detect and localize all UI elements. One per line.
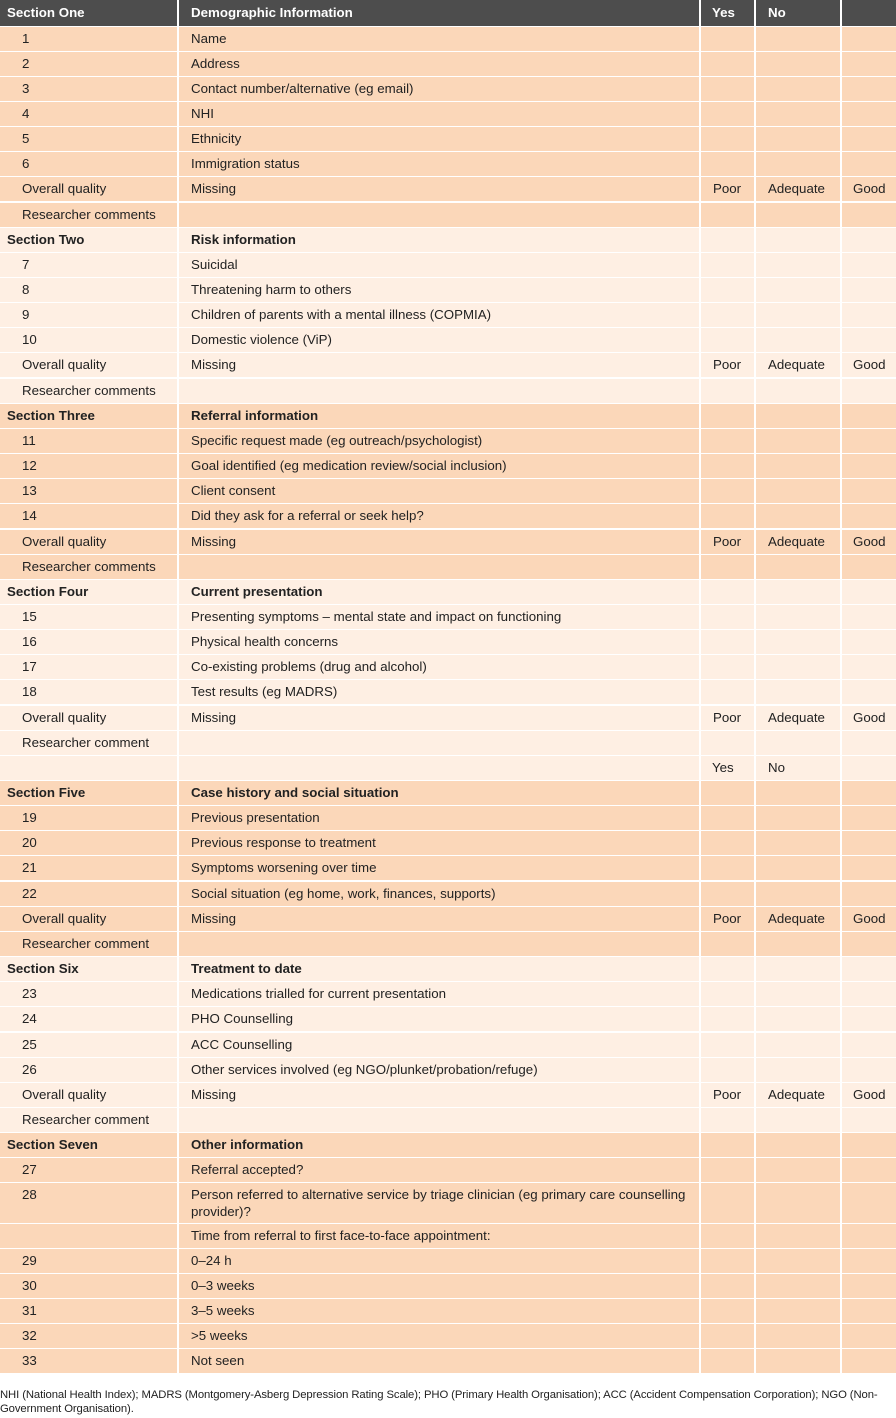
- item-row: [0, 127, 896, 151]
- overall-quality-label: Overall quality: [22, 533, 107, 549]
- item-number: 7: [22, 256, 30, 272]
- item-label: Threatening harm to others: [191, 282, 352, 297]
- item-number: 26: [22, 1061, 37, 1077]
- poor-option: Poor: [713, 709, 742, 725]
- item-number: 24: [22, 1011, 37, 1027]
- item-label: Did they ask for a referral or seek help?: [191, 508, 424, 524]
- adequate-option: Adequate: [768, 1086, 825, 1102]
- section-heading: Current presentation: [191, 583, 323, 599]
- header-demographic-label: Demographic Information: [191, 5, 353, 20]
- item-number: 18: [22, 684, 37, 700]
- item-label: >5 weeks: [191, 1328, 248, 1344]
- poor-option: Poor: [713, 910, 742, 926]
- item-row: [0, 856, 896, 880]
- section-name: Section Three: [7, 407, 95, 423]
- item-label: Client consent: [191, 483, 276, 499]
- section-name: Section Four: [7, 583, 89, 599]
- item-row: [0, 27, 896, 51]
- item-row: [0, 152, 896, 176]
- item-row: [0, 52, 896, 76]
- item-label: Name: [191, 30, 227, 46]
- item-label: Children of parents with a mental illness (COPMIA): [191, 307, 492, 323]
- item-number: 13: [22, 483, 37, 499]
- item-label: Person referred to alternative service by triage clinician (eg primary care counselling provider)?: [191, 1187, 686, 1220]
- table-footnote: NHI (National Health Index); MADRS (Montgomery-Asberg Depression Rating Scale); PHO (Primary Health Organisation); ACC (Accident Compensation Corporation); NGO (Non-Government Organisation).: [0, 1389, 878, 1415]
- researcher-comment-label: Researcher comment: [22, 935, 150, 951]
- item-row: [0, 882, 896, 906]
- item-row: [0, 102, 896, 126]
- poor-option: Poor: [713, 533, 742, 549]
- item-label: Co-existing problems (drug and alcohol): [191, 659, 427, 675]
- item-row: [0, 1183, 896, 1222]
- section-heading: Risk information: [191, 231, 296, 247]
- item-number: 30: [22, 1277, 37, 1293]
- item-number: 11: [22, 432, 36, 448]
- missing-option: Missing: [191, 181, 237, 197]
- item-row: [0, 1324, 896, 1348]
- item-row: [0, 1007, 896, 1031]
- poor-option: Poor: [713, 181, 742, 197]
- item-number: 28: [22, 1187, 37, 1203]
- section-title-row: [0, 957, 896, 981]
- item-label: 0–24 h: [191, 1252, 232, 1268]
- yes-subheader: Yes: [712, 759, 734, 775]
- section-title-row: [0, 1133, 896, 1157]
- item-row: [0, 831, 896, 855]
- poor-option: Poor: [713, 1086, 742, 1102]
- section-heading: Other information: [191, 1137, 304, 1153]
- item-label: Previous response to treatment: [191, 835, 376, 851]
- item-number: 20: [22, 835, 37, 851]
- item-label: 0–3 weeks: [191, 1277, 255, 1293]
- section-name: Section Five: [7, 785, 86, 800]
- overall-quality-label: Overall quality: [22, 1086, 107, 1102]
- item-label: NHI: [191, 105, 214, 121]
- section-title-row: [0, 404, 896, 428]
- overall-quality-row: [0, 177, 896, 201]
- item-row: [0, 1299, 896, 1323]
- poor-option: Poor: [713, 357, 742, 373]
- overall-quality-label: Overall quality: [22, 357, 107, 373]
- item-number: 31: [22, 1303, 37, 1319]
- good-option: Good: [853, 181, 886, 197]
- item-label: Ethnicity: [191, 131, 242, 147]
- item-label: ACC Counselling: [191, 1036, 293, 1052]
- item-number: 16: [22, 634, 37, 650]
- item-label: Previous presentation: [191, 810, 320, 826]
- item-number: 9: [22, 307, 30, 323]
- researcher-comment-label: Researcher comments: [22, 206, 156, 222]
- item-row: [0, 982, 896, 1006]
- adequate-option: Adequate: [768, 709, 825, 725]
- item-label: Suicidal: [191, 256, 238, 272]
- researcher-comment-label: Researcher comments: [22, 382, 156, 398]
- item-number: 21: [22, 860, 37, 876]
- missing-option: Missing: [191, 357, 237, 373]
- item-row: [0, 328, 896, 352]
- item-label: Other services involved (eg NGO/plunket/probation/refuge): [191, 1061, 538, 1077]
- item-row: [0, 680, 896, 704]
- researcher-comment-row: [0, 731, 896, 755]
- researcher-comment-row: [0, 379, 896, 403]
- item-row: [0, 303, 896, 327]
- item-label: Domestic violence (ViP): [191, 332, 332, 348]
- item-row: [0, 479, 896, 503]
- section-name: Section Two: [7, 231, 85, 247]
- section-heading: Treatment to date: [191, 961, 302, 976]
- researcher-comment-label: Researcher comment: [22, 734, 150, 750]
- item-row: [0, 1058, 896, 1082]
- section-heading: Referral information: [191, 407, 319, 423]
- item-row: [0, 655, 896, 679]
- item-label: Contact number/alternative (eg email): [191, 80, 414, 96]
- item-number: 3: [22, 80, 30, 96]
- researcher-comment-row: [0, 932, 896, 956]
- item-number: 33: [22, 1353, 37, 1369]
- item-row: [0, 77, 896, 101]
- header-yes-label: Yes: [712, 5, 735, 20]
- missing-option: Missing: [191, 533, 237, 549]
- item-row: [0, 253, 896, 277]
- missing-option: Missing: [191, 1086, 237, 1102]
- item-row: [0, 429, 896, 453]
- section-title-row: [0, 228, 896, 252]
- item-row: [0, 630, 896, 654]
- section-title-row: [0, 781, 896, 805]
- item-label: Immigration status: [191, 156, 300, 172]
- adequate-option: Adequate: [768, 533, 825, 549]
- adequate-option: Adequate: [768, 357, 825, 373]
- researcher-comment-row: [0, 555, 896, 579]
- item-number: 4: [22, 105, 30, 121]
- item-label: Symptoms worsening over time: [191, 860, 377, 876]
- item-row: [0, 605, 896, 629]
- adequate-option: Adequate: [768, 181, 825, 197]
- item-label: Not seen: [191, 1353, 245, 1369]
- item-row: [0, 1249, 896, 1273]
- item-number: 29: [22, 1252, 37, 1268]
- yes-no-subheader-row: [0, 756, 896, 780]
- researcher-comment-label: Researcher comments: [22, 558, 156, 574]
- item-number: 15: [22, 608, 37, 624]
- item-row: [0, 1349, 896, 1373]
- item-label: 3–5 weeks: [191, 1303, 255, 1319]
- item-label: Address: [191, 55, 240, 71]
- overall-quality-row: [0, 353, 896, 377]
- item-row: [0, 806, 896, 830]
- item-row: [0, 504, 896, 528]
- item-number: 14: [22, 508, 37, 524]
- overall-quality-label: Overall quality: [22, 910, 107, 926]
- item-number: 6: [22, 156, 30, 172]
- item-number: 2: [22, 55, 30, 71]
- good-option: Good: [853, 533, 886, 549]
- item-label: Test results (eg MADRS): [191, 684, 338, 700]
- item-label: Social situation (eg home, work, finances, supports): [191, 885, 496, 901]
- good-option: Good: [853, 357, 886, 373]
- good-option: Good: [853, 910, 886, 926]
- overall-quality-row: [0, 907, 896, 931]
- table-header: [0, 0, 896, 26]
- researcher-comment-label: Researcher comment: [22, 1111, 150, 1127]
- good-option: Good: [853, 1086, 886, 1102]
- item-label: Specific request made (eg outreach/psychologist): [191, 432, 483, 448]
- item-number: 1: [22, 30, 30, 46]
- item-number: 12: [22, 458, 37, 473]
- section-name: Section Seven: [7, 1137, 98, 1153]
- item-number: 5: [22, 131, 30, 147]
- item-row: [0, 1158, 896, 1182]
- item-label: Medications trialled for current presentation: [191, 986, 446, 1002]
- item-number: 22: [22, 885, 37, 901]
- overall-quality-row: [0, 1083, 896, 1107]
- item-label: Goal identified (eg medication review/social inclusion): [191, 458, 507, 473]
- item-label: Presenting symptoms – mental state and impact on functioning: [191, 608, 562, 624]
- overall-quality-row: [0, 530, 896, 554]
- researcher-comment-row: [0, 1108, 896, 1132]
- no-subheader: No: [768, 759, 785, 775]
- header-no-label: No: [768, 5, 786, 20]
- item-label: PHO Counselling: [191, 1011, 293, 1027]
- item-number: 10: [22, 332, 37, 348]
- item-number: 27: [22, 1162, 37, 1178]
- item-row: [0, 1274, 896, 1298]
- overall-quality-label: Overall quality: [22, 181, 107, 197]
- item-number: 17: [22, 659, 37, 675]
- good-option: Good: [853, 709, 886, 725]
- section-name: Section Six: [7, 961, 79, 976]
- missing-option: Missing: [191, 709, 237, 725]
- item-row: [0, 1033, 896, 1057]
- item-number: 23: [22, 986, 37, 1002]
- item-row: [0, 454, 896, 478]
- item-row: [0, 278, 896, 302]
- header-section-label: Section One: [7, 5, 85, 20]
- researcher-comment-row: [0, 203, 896, 227]
- item-number: 19: [22, 810, 37, 826]
- overall-quality-row: [0, 706, 896, 730]
- overall-quality-label: Overall quality: [22, 709, 107, 725]
- item-label: Physical health concerns: [191, 634, 339, 650]
- item-number: 25: [22, 1036, 37, 1052]
- item-number: 8: [22, 282, 30, 297]
- item-label: Time from referral to first face-to-face appointment:: [191, 1227, 491, 1243]
- item-number: 32: [22, 1328, 37, 1344]
- section-title-row: [0, 580, 896, 604]
- missing-option: Missing: [191, 910, 237, 926]
- item-label: Referral accepted?: [191, 1162, 304, 1178]
- item-row: [0, 1224, 896, 1248]
- adequate-option: Adequate: [768, 910, 825, 926]
- section-heading: Case history and social situation: [191, 785, 399, 800]
